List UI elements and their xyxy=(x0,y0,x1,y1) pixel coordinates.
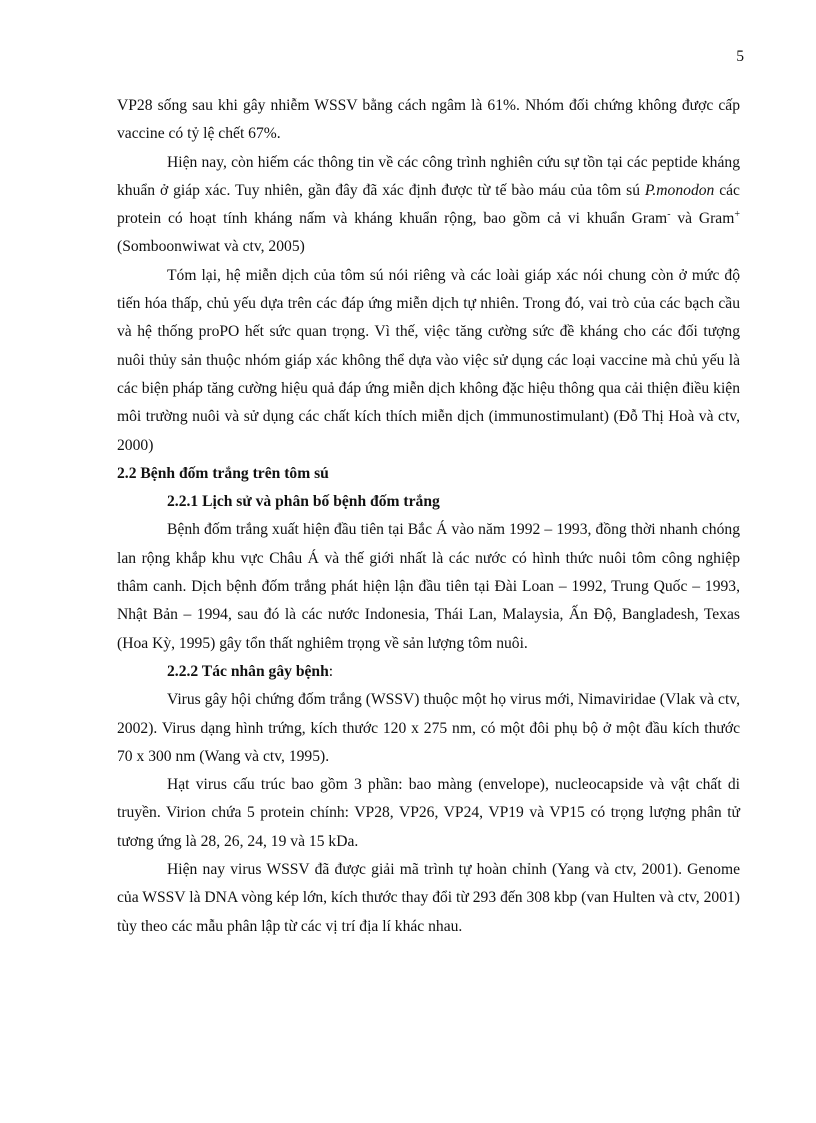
heading-text: 2.2.2 Tác nhân gây bệnh xyxy=(167,662,329,680)
heading-colon: : xyxy=(328,662,334,680)
section-heading-2-2-2 xyxy=(117,658,740,686)
paragraph-antimicrobial-peptides xyxy=(117,149,740,262)
paragraph-text: các protein có hoạt tính kháng nấm và kháng khuẩn rộng, bao gồm cả vi khuẩn Gram xyxy=(117,181,740,228)
species-name: P.monodon xyxy=(644,181,715,199)
document-body xyxy=(117,92,740,941)
page-number: 5 xyxy=(736,48,744,65)
paragraph-immune-summary: Tóm lại, hệ miễn dịch của tôm sú nói riêng và các loài giáp xác nói chung còn ở mức độ tiến hóa thấp, chủ yếu dựa trên các đáp ứng miễn dịch tự nhiên. Trong đó, vai trò của các bạch cầu và hệ thống proPO hết sức quan trọng. Vì thế, việc tăng cường sức đề kháng cho các đối tượng nuôi thủy sản thuộc nhóm giáp xác không thể dựa vào việc sử dụng các loại vaccine mà chủ yếu là các biện pháp tăng cường hiệu quả đáp ứng miễn dịch không đặc hiệu thông qua cải thiện điều kiện môi trường nuôi và sử dụng các chất kích thích miễn dịch (immunostimulant) (Đỗ Thị Hoà và ctv, 2000) xyxy=(117,266,740,454)
paragraph-virus-structure: Hạt virus cấu trúc bao gồm 3 phần: bao màng (envelope), nucleocapside và vật chất di truyền. Virion chứa 5 protein chính: VP28, VP26, VP24, VP19 và VP15 có trọng lượng phân tử tương ứng là 28, 26, 24, 19 và 15 kDa. xyxy=(117,776,740,850)
paragraph-disease-history: Bệnh đốm trắng xuất hiện đầu tiên tại Bắc Á vào năm 1992 – 1993, đồng thời nhanh chóng lan rộng khắp khu vực Châu Á và thế giới nhất là các nước có hình thức nuôi tôm công nghiệp thâm canh. Dịch bệnh đốm trắng phát hiện lận đầu tiên tại Đài Loan – 1992, Trung Quốc – 1993, Nhật Bản – 1994, sau đó là các nước Indonesia, Thái Lan, Malaysia, Ấn Độ, Bangladesh, Texas (Hoa Kỳ, 1995) gây tổn thất nghiêm trọng về sản lượng tôm nuôi. xyxy=(117,521,740,652)
paragraph-virus-morphology: Virus gây hội chứng đốm trắng (WSSV) thuộc một họ virus mới, Nimaviridae (Vlak và ctv, 2002). Virus dạng hình trứng, kích thước 120 x 275 nm, có một đôi phụ bộ ở một đầu kích thước 70 x 300 nm (Wang và ctv, 1995). xyxy=(117,691,740,765)
paragraph-text: (Somboonwiwat và ctv, 2005) xyxy=(117,238,305,256)
paragraph-virus-genome: Hiện nay virus WSSV đã được giải mã trình tự hoàn chỉnh (Yang và ctv, 2001). Genome của WSSV là DNA vòng kép lớn, kích thước thay đổi từ 293 đến 308 kbp (van Hulten và ctv, 2001) tùy theo các mẫu phân lập từ các vị trí địa lí khác nhau. xyxy=(117,861,740,935)
paragraph-text: và Gram xyxy=(670,210,735,228)
superscript-plus: + xyxy=(734,209,740,220)
paragraph-text: Hiện nay, còn hiếm các thông tin về các công trình nghiên cứu sự tồn tại các peptide kháng khuẩn ở giáp xác. Tuy nhiên, gần đây đã xác định được từ tế bào máu của tôm sú xyxy=(117,153,740,199)
paragraph-vaccine-result: VP28 sống sau khi gây nhiễm WSSV bằng cách ngâm là 61%. Nhóm đối chứng không được cấp vaccine có tỷ lệ chết 67%. xyxy=(117,97,740,143)
section-heading-2-2-1: 2.2.1 Lịch sử và phân bố bệnh đốm trắng xyxy=(167,493,440,511)
section-heading-2-2: 2.2 Bệnh đốm trắng trên tôm sú xyxy=(117,464,329,482)
superscript-minus: - xyxy=(667,209,671,220)
